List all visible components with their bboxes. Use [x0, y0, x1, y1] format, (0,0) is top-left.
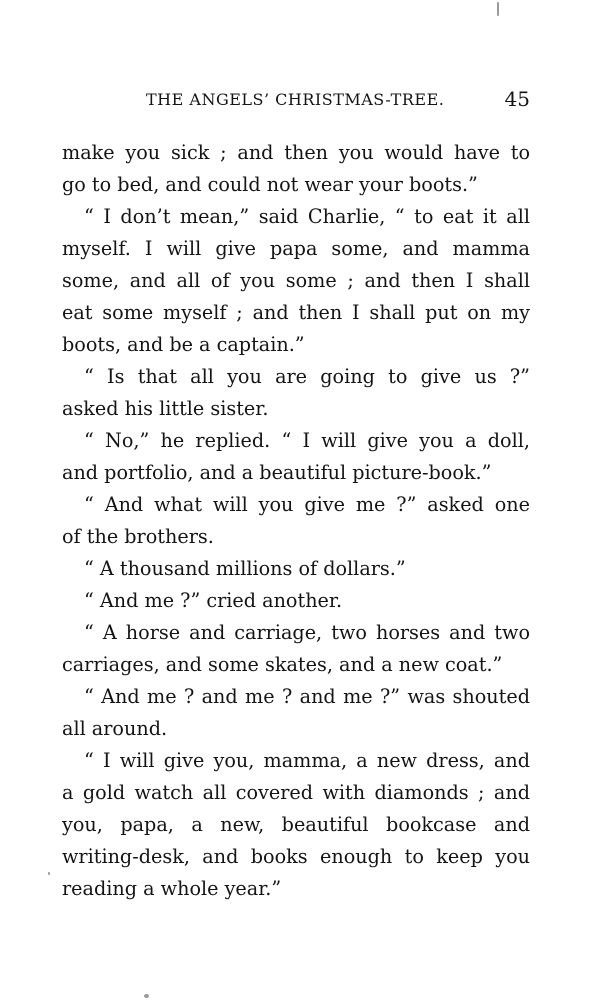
- text-line: “ Is that all you are going to give us ?”: [84, 365, 530, 388]
- text-line: “ And me ?” cried another.: [84, 589, 343, 612]
- body-text: [62, 137, 530, 905]
- text-line: a gold watch all covered with diamonds ; and: [62, 781, 530, 804]
- text-line: “ And what will you give me ?” asked one: [84, 493, 530, 516]
- scan-speck: [497, 2, 499, 16]
- text-line: “ I will give you, mamma, a new dress, and: [84, 749, 530, 772]
- text-line: carriages, and some skates, and a new coat.”: [62, 653, 503, 676]
- running-title: THE ANGELS’ CHRISTMAS-TREE.: [146, 90, 445, 109]
- text-line: “ A horse and carriage, two horses and two: [84, 621, 530, 644]
- text-line: eat some myself ; and then I shall put on my: [62, 301, 530, 324]
- text-line: all around.: [62, 717, 168, 740]
- text-line: reading a whole year.”: [62, 877, 282, 900]
- text-line: “ A thousand millions of dollars.”: [84, 557, 406, 580]
- text-line: of the brothers.: [62, 525, 214, 548]
- text-line: “ No,” he replied. “ I will give you a doll,: [84, 429, 530, 452]
- text-line: boots, and be a captain.”: [62, 333, 305, 356]
- text-line: some, and all of you some ; and then I shall: [62, 269, 530, 292]
- scan-speck: [48, 872, 50, 875]
- page-number: 45: [504, 87, 530, 111]
- text-line: and portfolio, and a beautiful picture-book.”: [62, 461, 492, 484]
- scan-speck: [144, 994, 149, 998]
- text-line: go to bed, and could not wear your boots.”: [62, 173, 478, 196]
- text-line: make you sick ; and then you would have to: [62, 141, 530, 164]
- text-line: “ And me ? and me ? and me ?” was shouted: [84, 685, 530, 708]
- text-line: writing-desk, and books enough to keep you: [62, 845, 530, 868]
- page-header: [62, 87, 530, 118]
- text-line: myself. I will give papa some, and mamma: [62, 237, 530, 260]
- text-line: asked his little sister.: [62, 397, 269, 420]
- text-line: you, papa, a new, beautiful bookcase and: [62, 813, 530, 836]
- text-line: “ I don’t mean,” said Charlie, “ to eat it all: [84, 205, 530, 228]
